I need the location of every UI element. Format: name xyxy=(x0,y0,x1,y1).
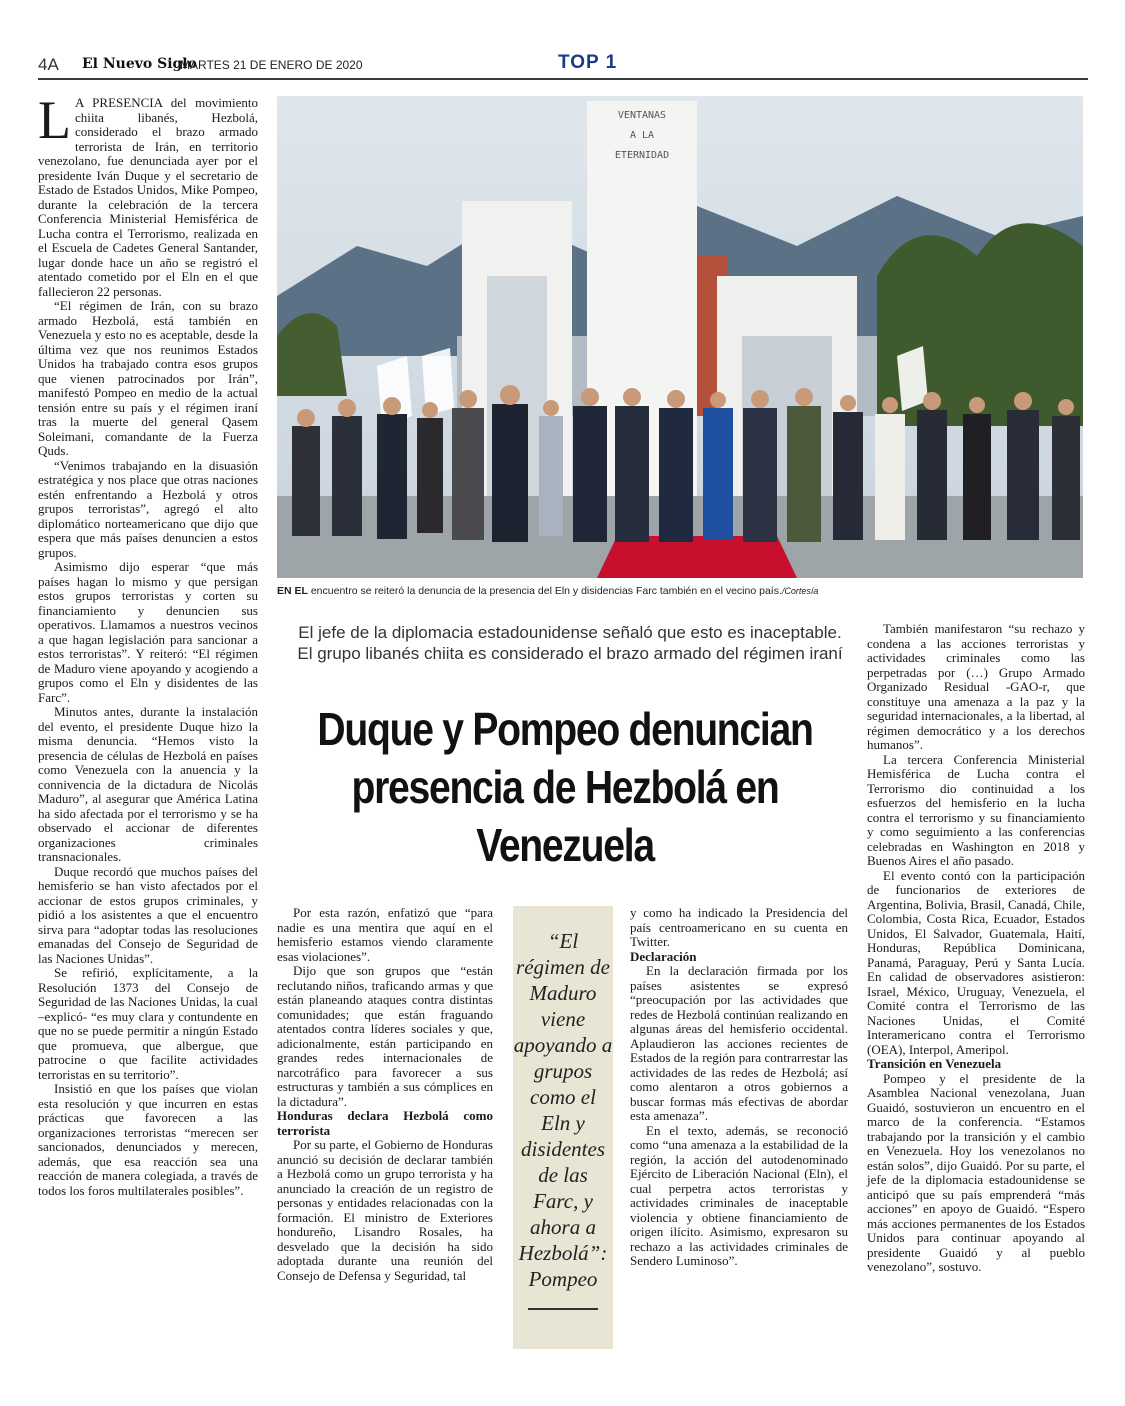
caption-text: encuentro se reiteró la denuncia de la presencia del Eln y disidencias Farc también en el vecino país. xyxy=(307,585,782,597)
section-label: TOP 1 xyxy=(558,52,618,73)
subhead-honduras: Honduras declara Hezbolá como terrorista xyxy=(277,1108,493,1138)
paragraph: “Venimos trabajando en la disuasión estratégica y nos place que otras naciones estén enfrentando a Hezbolá y otros grupos terroristas”, agregó el alto diplomático norteamericano que dijo que espera que más países denuncien a estos grupos. xyxy=(38,457,258,560)
paragraph: También manifestaron “su rechazo y condena a las acciones terroristas y actividades criminales como las perpetradas por (…) Grupo Armado Organizado Residual -GAO-r, que constituye una amenaza a la paz y la seguridad internacionales, a la libertad, al régimen democrático y a los derechos humanos”. xyxy=(867,621,1085,752)
article-headline: Duque y Pompeo denuncian presencia de Hezbolá en Venezuela xyxy=(317,703,813,871)
paragraph: “El régimen de Irán, con su brazo armado Hezbolá, está también en Venezuela y esto no es aceptable, desde la última vez que nos reunimos Estados Unidos ha trabajado contra esos grupos que vienen patrocinados por Irán”, manifestó Pompeo en medio de la actual tensión entre su país y el régimen iraní tras la muerte del general Qasem Soleimani, comandante de la Fuerza Quds. xyxy=(38,298,258,458)
ceremony-photo-illustration xyxy=(277,96,1083,578)
paragraph: Se refirió, explícitamente, a la Resolución 1373 del Consejo de Seguridad de las Naciones Unidas, la cual –explicó- “es muy clara y contundente en que no se puede permitir a ningún Estado que promueva, que albergue, que patrocine o que facilite actividades terroristas en su territorio”. xyxy=(38,965,258,1082)
monument-line-2: A LA xyxy=(629,130,655,141)
article-column-2 xyxy=(277,906,493,1283)
page-number: 4A xyxy=(38,55,59,74)
paragraph: Duque recordó que muchos países del hemisferio se han visto afectados por el accionar de estos grupos criminales, y pidió a los asistentes a que el encuentro sirva para “adoptar todas las resoluciones emanadas del Consejo de Seguridad de las Naciones Unidas”. xyxy=(38,863,258,966)
newspaper-brand: El Nuevo Siglo xyxy=(82,56,197,72)
monument-line-1: VENTANAS xyxy=(617,110,667,121)
paragraph: En la declaración firmada por los países asistentes se expresó “preocupación por las actividades que redes de Hezbolá continúan realizando en algunas áreas del hemisferio occidental. Aplaudieron las acciones recientes de Estados de la región para contrarrestar las actividades de las redes de Hezbolá; así como alentaron a otros gobiernos a buscar formas más efectivas de abordar esta amenaza”. xyxy=(630,963,848,1123)
photo-caption xyxy=(277,585,1083,597)
dateline: MARTES 21 DE ENERO DE 2020 xyxy=(180,58,363,72)
paragraph: y como ha indicado la Presidencia del país centroamericano en su cuenta en Twitter. xyxy=(630,905,848,949)
paragraph: Pompeo y el presidente de la Asamblea Nacional venezolana, Juan Guaidó, sostuvieron un encuentro en el marco de la conferencia. “Estamos trabajando por la transición y el cambio en Venezuela. Hoy los venezolanos no están solos”, dijo Guaidó. Por su parte, el jefe de la diplomacia estadounidense se anticipó que su país emprenderá “más acciones” en apoyo de Guaidó. “Espero más acciones permanentes de los Estados Unidos para continuar apoyando al presidente Guaidó y al pueblo venezolano”, sostuvo. xyxy=(867,1070,1085,1274)
paragraph: En el texto, además, se reconoció como “una amenaza a la estabilidad de la región, la acción del autodenominado Ejército de Liberación Nacional (Eln), el cual perpetra actos terroristas y actividades criminales de inaceptable violencia y obtiene financiamiento de origen ilícito. Asimismo, expresaron su rechazo a las actividades criminales de Sendero Luminoso”. xyxy=(630,1122,848,1268)
page-header xyxy=(38,48,1088,78)
monument-line-3: ETERNIDAD xyxy=(614,150,670,161)
paragraph: Asimismo dijo esperar “que más países hagan lo mismo y que persigan estos grupos terroristas y corten su financiamiento y denuncien sus operativos. Llamamos a nuestros vecinos a que hagan legislación para sancionar a estos terroristas”. Y reiteró: “El régimen de Maduro viene apoyando y acogiendo a grupos como el Eln y disidentes de las Farc”. xyxy=(38,559,258,705)
paragraph: Minutos antes, durante la instalación del evento, el presidente Duque hizo la misma denuncia. “Hemos visto la presencia de células de Hezbolá en países como Venezuela con la anuencia y la connivencia de la dictadura de Nicolás Maduro”, al asegurar que América Latina ha sido afectada por el terrorismo y se ha observado el accionar de diferentes organizaciones criminales transnacionales. xyxy=(38,704,258,864)
pull-quote-box xyxy=(513,906,613,1349)
pull-quote: “El régimen de Maduro viene apoyando a grupos como el Eln y disidentes de las Farc, y ahora a Hezbolá”: Pompeo xyxy=(513,929,613,1291)
article-deck: El jefe de la diplomacia estadounidense señaló que esto es inaceptable. El grupo libanés chiita es considerado el brazo armado del régimen iraní xyxy=(297,623,843,663)
article-column-5 xyxy=(867,622,1085,1275)
article-column-1 xyxy=(38,90,258,1198)
paragraph: Por su parte, el Gobierno de Honduras anunció su decisión de declarar también a Hezbolá como un grupo terrorista y ha anunciado la creación de un registro de personas y entidades relacionadas con la formación. El ministro de Exteriores hondureño, Lisandro Rosales, ha desvelado que la decisión ha sido adoptada durante una reunión del Consejo de Defensa y Seguridad, tal xyxy=(277,1137,493,1283)
paragraph: Por esta razón, enfatizó que “para nadie es una mentira que aquí en el hemisferio estamos viendo claramente esas violaciones”. xyxy=(277,905,493,964)
paragraph: Insistió en que los países que violan esta resolución y que incurren en estas prácticas que favorecen a las organizaciones terroristas “merecen ser sancionados, denunciados y merecen, además, que esa reacción sea una reacción de manera colegiada, a través de todos los foros multilaterales posibles”. xyxy=(38,1081,258,1198)
caption-lead: EN EL xyxy=(277,585,308,597)
photo-credit: /Cortesía xyxy=(781,586,819,596)
header-rule xyxy=(38,78,1088,80)
article-column-4 xyxy=(630,906,848,1269)
paragraph: La tercera Conferencia Ministerial Hemisférica de Lucha contra el Terrorismo dio continuidad a los esfuerzos del hemisferio en la lucha contra el terrorismo y su financiamiento y como seguimiento a las conferencias celebradas en Washington en 2018 y Buenos Aires el año pasado. xyxy=(867,751,1085,868)
lead-photo xyxy=(277,96,1083,578)
subhead-declaracion: Declaración xyxy=(630,948,697,964)
drop-cap: L xyxy=(38,90,71,150)
lead-paragraph xyxy=(38,90,258,299)
paragraph-text: A PRESENCIA del movimiento chiita libanés, Hezbolá, considerado el brazo armado terrorista de Irán, en territorio venezolano, fue denunciada ayer por el presidente Iván Duque y el secretario de Estado de Estados Unidos, Mike Pompeo, durante la celebración de la tercera Conferencia Ministerial Hemisférica de Lucha contra el Terrorismo, realizada en el Escuela de Cadetes General Santander, lugar donde hace un año se registró el atentado cometido por el Eln en el que fallecieron 22 personas. xyxy=(38,95,258,299)
paragraph: Dijo que son grupos que “están reclutando niños, traficando armas y que están planeando ataques contra distintas comunidades; que están fraguando atentados contra líderes sociales y que, adicionalmente, están participando en grandes redes internacionales de narcotráfico para favorecer a sus estructuras y también a sus cómplices en la dictadura”. xyxy=(277,963,493,1109)
subhead-transicion: Transición en Venezuela xyxy=(867,1056,1002,1071)
paragraph: El evento contó con la participación de funcionarios de exteriores de Argentina, Bolivia, Brasil, Canadá, Chile, Colombia, Costa Rica, Ecuador, Estados Unidos, El Salvador, Guatemala, Haití, Honduras, República Dominicana, Panamá, Paraguay, Perú y Santa Lucía. En calidad de observadores asistieron: Israel, México, Uruguay, Venezuela, el Comité contra el Terrorismo de las Naciones Unidas, el Comité Interamericano contra el Terrorismo (OEA), Interpol, Ameripol. xyxy=(867,867,1085,1057)
pull-quote-rule xyxy=(528,1308,598,1310)
